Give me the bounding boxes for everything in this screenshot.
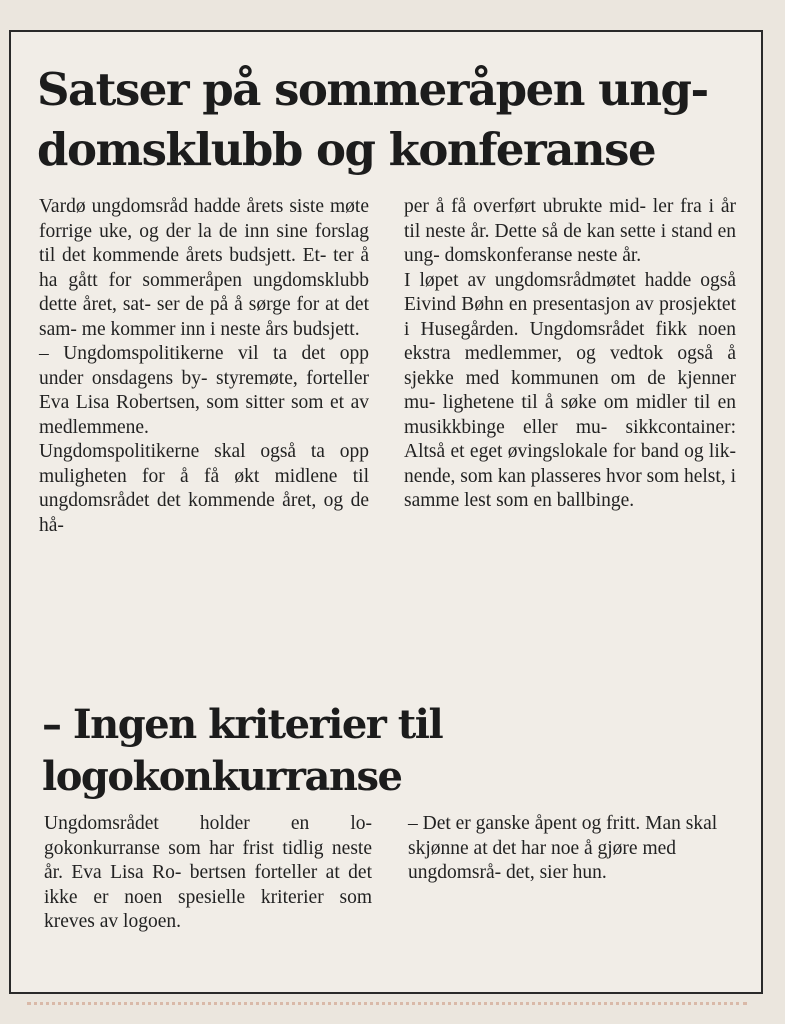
sub-article-headline xyxy=(42,699,542,803)
paragraph: – Det er ganske åpent og fritt. Man skal skjønne at det har noe å gjøre med ungdomsrå- det, sier hun. xyxy=(408,813,718,883)
article-headline xyxy=(37,60,747,180)
paragraph: I løpet av ungdomsrådmøtet hadde også Eivind Bøhn en presentasjon av prosjektet i Husegården. Ungdomsrådet fikk noen ekstra medlemmer, og vedtok også å sjekke med kommunen om de kjenner mu- lighetene til å søke om midler til en musikkbinge eller mu- sikkcontainer: Altså et eget øvingslokale for band og lik- nende, som kan plasseres hvor som helst, i samme lest som en ballbinge. xyxy=(404,269,736,511)
sub-article-column-2 xyxy=(408,812,743,886)
paragraph: per å få overført ubrukte mid- ler fra i år til neste år. Dette så de kan sette i stand en ung- domskonferanse neste år. xyxy=(404,196,736,266)
article-column-2 xyxy=(404,195,736,514)
paragraph: Ungdomsrådet holder en lo- gokonkurranse som har frist tidlig neste år. Eva Lisa Ro- bertsen forteller at det ikke er noen spesielle kriterier som kreves av logoen. xyxy=(44,813,372,932)
sub-headline-line-2: logokonkurranse xyxy=(42,753,402,800)
sub-article-column-1 xyxy=(44,812,372,935)
sub-headline-line-1: – Ingen kriterier til xyxy=(42,701,443,748)
dotted-cut-line xyxy=(27,996,747,1005)
paragraph: Vardø ungdomsråd hadde årets siste møte forrige uke, og der la de inn sine forslag til det kommende årets budsjett. Et- ter å ha gått for sommeråpen ungdomsklubb dette året, sat- ser de på å sørge for at det sam- me kommer inn i neste års budsjett. xyxy=(39,196,369,340)
headline-line-1: Satser på sommeråpen ung- xyxy=(37,63,708,116)
article-column-1 xyxy=(39,195,369,538)
paragraph: – Ungdomspolitikerne vil ta det opp under onsdagens by- styremøte, forteller Eva Lisa Robertsen, som sitter som et av medlemmene. xyxy=(39,343,369,438)
newspaper-clipping xyxy=(9,30,763,994)
paragraph: Ungdomspolitikerne skal også ta opp muligheten for å få økt midlene til ungdomsrådet det kommende året, og de hå- xyxy=(39,441,369,536)
headline-line-2: domsklubb og konferanse xyxy=(37,123,656,176)
